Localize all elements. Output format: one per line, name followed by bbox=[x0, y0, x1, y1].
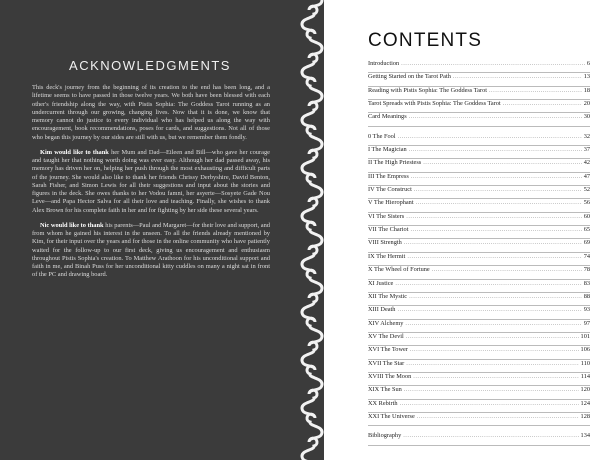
toc-entry-title: Bibliography bbox=[368, 432, 402, 440]
toc-entry bbox=[368, 199, 590, 212]
spiral-wave-segment bbox=[302, 0, 322, 24]
toc-entry-title: VI The Sisters bbox=[368, 212, 405, 220]
toc-entry-page: 20 bbox=[583, 100, 590, 108]
toc-entry-page: 97 bbox=[583, 319, 590, 327]
toc-leader-dots bbox=[409, 293, 582, 300]
toc-entry bbox=[368, 173, 590, 186]
toc-entry-title: XII The Mystic bbox=[368, 292, 408, 300]
toc-entry bbox=[368, 146, 590, 159]
toc-leader-dots bbox=[395, 280, 581, 287]
toc-entry-page: 42 bbox=[583, 159, 590, 167]
toc-entry-page: 47 bbox=[583, 172, 590, 180]
toc-entry-page: 74 bbox=[583, 252, 590, 260]
toc-entry bbox=[368, 293, 590, 306]
toc-entry bbox=[368, 373, 590, 386]
acknowledgments-title: ACKNOWLEDGMENTS bbox=[69, 58, 231, 73]
toc-entry-page: 52 bbox=[583, 186, 590, 194]
toc-entry bbox=[368, 60, 590, 73]
toc-entry bbox=[368, 226, 590, 239]
toc-entry-title: XXI The Universe bbox=[368, 412, 415, 420]
toc-entry-title: IV The Construct bbox=[368, 186, 412, 194]
toc-entry bbox=[368, 400, 590, 413]
acknowledgment-paragraph bbox=[32, 149, 270, 215]
toc-entry-page: 30 bbox=[583, 113, 590, 121]
toc-entry-title: Getting Started on the Tarot Path bbox=[368, 73, 451, 81]
paragraph-text: This deck's journey from the beginning of its creation to the end has been long, and a lifetime seems to have passed in those twelve years. We both have been blessed with each other's friendship along the way, with Pistis Sophia: The Goddess Tarot running as an undercurrent through our growing, changing lives. Now that it is done, we know that memory cannot do justice to every individual who has helped us along the way with encouragement, book recommendations, poses for cards, and suggestions. Not all of those who began this journey by our sides are still with us, but we remember them fondly. bbox=[32, 84, 270, 141]
toc-leader-dots bbox=[432, 266, 582, 273]
spiral-wave-segment bbox=[302, 312, 322, 336]
toc-leader-dots bbox=[503, 100, 582, 107]
toc-leader-dots bbox=[406, 213, 581, 220]
toc-leader-dots bbox=[404, 386, 579, 393]
toc-entry-page: 78 bbox=[583, 266, 590, 274]
toc-entry bbox=[368, 186, 590, 199]
toc-entry-title: XV The Devil bbox=[368, 332, 404, 340]
toc-leader-dots bbox=[414, 186, 582, 193]
toc-entry-page: 32 bbox=[583, 132, 590, 140]
toc-entry bbox=[368, 239, 590, 252]
toc-leader-dots bbox=[401, 60, 585, 67]
toc-entry-page: 93 bbox=[583, 306, 590, 314]
toc-entry-title: XVI The Tower bbox=[368, 346, 408, 354]
paragraph-text: her Mum and Dad—Eileen and Bill—who gave her courage and taught her that nothing worth doing was ever easy. Although her dad passed away, his memory has driven her on, helping her push through the most exhausting and difficult parts of the journey. She would also like to thank her friends Chrissy Derbyshire, David Benton, Sarah Fisher, and Simon Lewis for all their suggestions and input about the stories and figures in the deck. She owes thanks to her Vodou famni, her asyerte—Sosyete Gade Nou Leve—and Papa Hector Salva for all their love and teaching. Finally, she wishes to thank Alex Brown for his complete faith in her and for fighting by her side these several years. bbox=[32, 148, 270, 214]
spiral-wave-segment bbox=[302, 96, 322, 120]
toc-entry bbox=[368, 432, 590, 445]
toc-leader-dots bbox=[407, 253, 581, 260]
toc-entry-title: V The Hierophant bbox=[368, 199, 414, 207]
spiral-wave-segment bbox=[302, 336, 322, 360]
toc-leader-dots bbox=[423, 159, 581, 166]
spiral-wave-segment bbox=[302, 288, 322, 312]
toc-entry-page: 83 bbox=[583, 279, 590, 287]
toc-entry-page: 18 bbox=[583, 86, 590, 94]
toc-entry-page: 110 bbox=[580, 359, 590, 367]
toc-entry bbox=[368, 213, 590, 226]
toc-leader-dots bbox=[409, 113, 582, 120]
toc-entry-page: 106 bbox=[580, 346, 590, 354]
toc-entry-title: Reading with Pistis Sophia: The Goddess Tarot bbox=[368, 86, 487, 94]
toc-leader-dots bbox=[400, 400, 579, 407]
spiral-wave-segment bbox=[302, 456, 322, 460]
toc-entry-page: 114 bbox=[580, 372, 590, 380]
contents-title: CONTENTS bbox=[368, 30, 483, 51]
toc-entry bbox=[368, 413, 590, 426]
spiral-wave-border-icon bbox=[300, 0, 324, 460]
toc-leader-dots bbox=[453, 73, 582, 80]
toc-leader-dots bbox=[398, 133, 582, 140]
toc-leader-dots bbox=[404, 239, 582, 246]
spiral-wave-segment bbox=[302, 360, 322, 384]
toc-entry bbox=[368, 280, 590, 293]
paragraph-text: his parents—Paul and Margaret—for their love and support, and from whom he gained his interest in the unseen. To all the friends already mentioned by Kim, for their input over the years and for those in the online community who have patiently waited for the follow-up to our first deck, giving us encouragement and enthusiasm throughout Pistis Sophia's creation. To Matthew Arathoon for his unconditional support and faith in me, and Binah Puss for her unconditional kitty cuddles on many a night sat in front of the PC and drawing board. bbox=[32, 221, 270, 279]
spiral-wave-segment bbox=[302, 432, 322, 456]
toc-entry-page: 60 bbox=[583, 212, 590, 220]
toc-entry bbox=[368, 133, 590, 146]
toc-entry-title: Tarot Spreads with Pistis Sophia: The Goddess Tarot bbox=[368, 100, 501, 108]
toc-leader-dots bbox=[410, 226, 581, 233]
toc-entry bbox=[368, 346, 590, 359]
toc-leader-dots bbox=[416, 199, 582, 206]
spiral-wave-segment bbox=[302, 120, 322, 144]
spiral-wave-segment bbox=[302, 168, 322, 192]
toc-leader-dots bbox=[403, 432, 578, 439]
toc-entry-title: Introduction bbox=[368, 60, 400, 67]
contents-list bbox=[368, 60, 590, 446]
paragraph-lead: Nic would like to thank bbox=[40, 221, 104, 229]
spiral-wave-segment bbox=[302, 216, 322, 240]
toc-entry bbox=[368, 386, 590, 399]
toc-entry-title: IX The Hermit bbox=[368, 252, 406, 260]
toc-entry bbox=[368, 253, 590, 266]
acknowledgments-body bbox=[32, 84, 270, 287]
toc-leader-dots bbox=[406, 333, 579, 340]
toc-entry-page: 124 bbox=[580, 399, 590, 407]
toc-entry-page: 134 bbox=[580, 432, 590, 440]
toc-entry-title: Card Meanings bbox=[368, 113, 407, 121]
acknowledgment-paragraph bbox=[32, 84, 270, 142]
toc-leader-dots bbox=[397, 306, 581, 313]
toc-entry-title: X The Wheel of Fortune bbox=[368, 266, 430, 274]
spiral-wave-segment bbox=[302, 72, 322, 96]
spiral-wave-segment bbox=[302, 264, 322, 288]
spiral-wave-segment bbox=[302, 240, 322, 264]
toc-entry-title: XIV Alchemy bbox=[368, 319, 404, 327]
toc-leader-dots bbox=[417, 413, 579, 420]
toc-entry-page: 128 bbox=[580, 412, 590, 420]
toc-entry-title: III The Empress bbox=[368, 172, 409, 180]
toc-entry-title: XX Rebirth bbox=[368, 399, 398, 407]
toc-entry-title: II The High Priestess bbox=[368, 159, 422, 167]
toc-entry-page: 120 bbox=[580, 386, 590, 394]
spiral-wave-segment bbox=[302, 144, 322, 168]
toc-entry bbox=[368, 266, 590, 279]
toc-entry-page: 56 bbox=[583, 199, 590, 207]
toc-leader-dots bbox=[489, 87, 582, 94]
toc-entry bbox=[368, 87, 590, 100]
toc-entry-title: I The Magician bbox=[368, 146, 407, 154]
spiral-wave-segment bbox=[302, 192, 322, 216]
toc-entry-page: 88 bbox=[583, 292, 590, 300]
acknowledgment-paragraph bbox=[32, 222, 270, 280]
toc-entry-title: XVII The Star bbox=[368, 359, 405, 367]
toc-leader-dots bbox=[406, 360, 579, 367]
toc-leader-dots bbox=[411, 173, 582, 180]
toc-entry-page: 37 bbox=[583, 146, 590, 154]
toc-entry-page: 6 bbox=[586, 60, 590, 67]
toc-entry-title: XI Justice bbox=[368, 279, 394, 287]
spiral-wave-segment bbox=[302, 24, 322, 48]
spiral-wave-segment bbox=[302, 48, 322, 72]
toc-entry-title: XIII Death bbox=[368, 306, 396, 314]
toc-entry-title: 0 The Fool bbox=[368, 132, 396, 140]
toc-entry-title: VII The Chariot bbox=[368, 226, 409, 234]
toc-entry bbox=[368, 320, 590, 333]
toc-entry-title: VIII Strength bbox=[368, 239, 402, 247]
toc-entry bbox=[368, 100, 590, 113]
toc-entry bbox=[368, 360, 590, 373]
toc-entry bbox=[368, 73, 590, 86]
toc-entry-title: XVIII The Moon bbox=[368, 372, 412, 380]
toc-entry-page: 101 bbox=[580, 332, 590, 340]
toc-entry bbox=[368, 306, 590, 319]
toc-entry-page: 69 bbox=[583, 239, 590, 247]
spiral-wave-segment bbox=[302, 408, 322, 432]
toc-leader-dots bbox=[409, 146, 582, 153]
toc-leader-dots bbox=[413, 373, 579, 380]
spiral-wave-segment bbox=[302, 384, 322, 408]
contents-page bbox=[324, 0, 600, 460]
toc-leader-dots bbox=[410, 346, 579, 353]
toc-entry-title: XIX The Sun bbox=[368, 386, 402, 394]
paragraph-lead: Kim would like to thank bbox=[40, 148, 109, 156]
toc-entry-page: 13 bbox=[583, 73, 590, 81]
toc-entry bbox=[368, 113, 590, 126]
toc-leader-dots bbox=[405, 320, 581, 327]
toc-entry-page: 65 bbox=[583, 226, 590, 234]
toc-entry bbox=[368, 333, 590, 346]
toc-entry bbox=[368, 159, 590, 172]
